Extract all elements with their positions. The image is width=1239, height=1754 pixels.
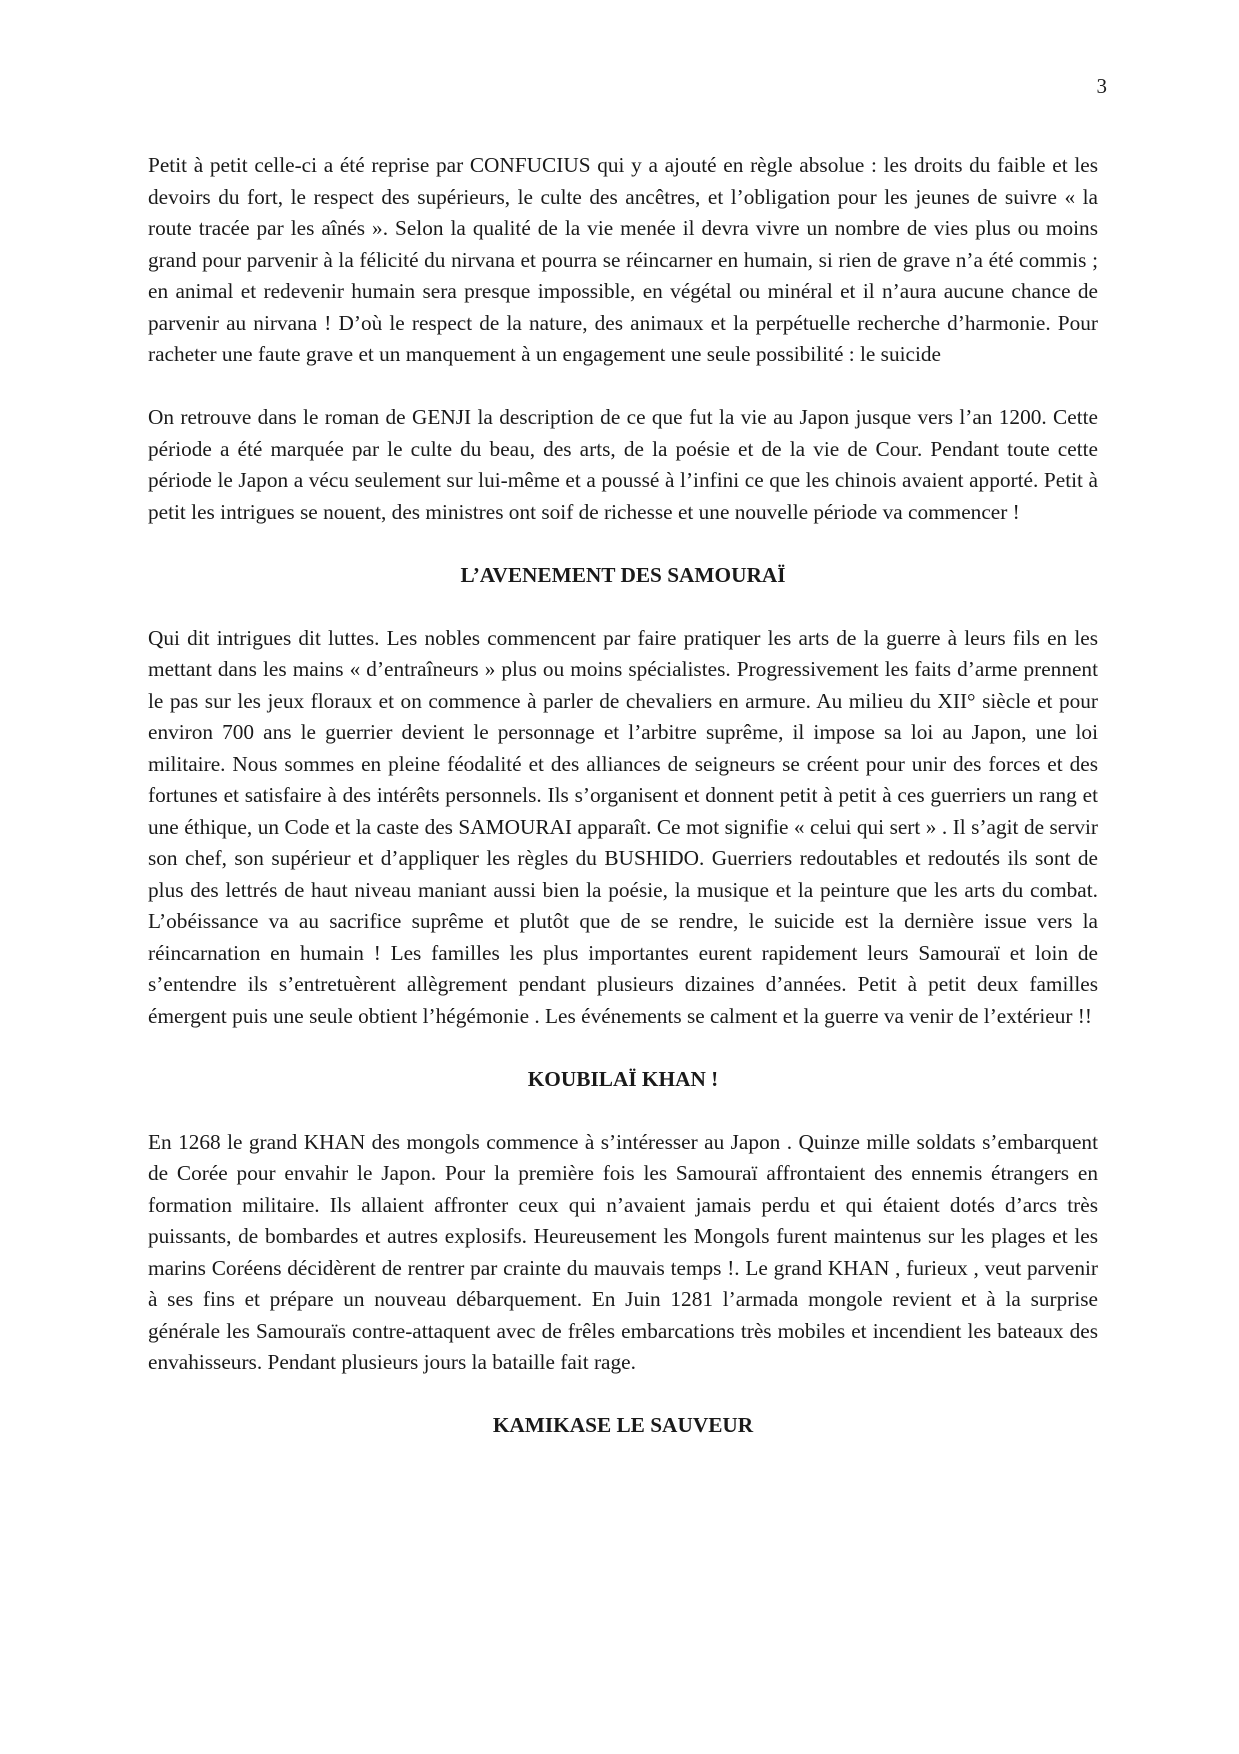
section-heading-koubilai: KOUBILAÏ KHAN ! bbox=[527, 1066, 719, 1091]
paragraph-confucius: Petit à petit celle-ci a été reprise par CONFUCIUS qui y a ajouté en règle absolue : les droits du faible et les devoirs du fort, le respect des supérieurs, le culte des ancêtres, et l’obligation pour les jeunes de suivre « la route tracée par les aînés ». Selon la qualité de la vie menée il devra vivre un nombre de vies plus ou moins grand pour parvenir à la félicité du nirvana et pourra se réincarner en humain, si rien de grave n’a été commis ; en animal et redevenir humain sera presque impossible, en végétal ou minéral et il n’aura aucune chance de parvenir au nirvana ! D’où le respect de la nature, des animaux et la perpétuelle recherche d’harmonie. Pour racheter une faute grave et un manquement à un engagement une seule possibilité : le suicide bbox=[148, 153, 1098, 366]
page-number: 3 bbox=[1096, 74, 1107, 98]
paragraph-khan: En 1268 le grand KHAN des mongols commence à s’intéresser au Japon . Quinze mille soldats s’embarquent de Corée pour envahir le Japon. Pour la première fois les Samouraï affrontaient des ennemis étrangers en formation militaire. Ils allaient affronter ceux qui n’avaient jamais perdu et qui étaient dotés d’arcs très puissants, de bombardes et autres explosifs. Heureusement les Mongols furent maintenus sur les plages et les marins Coréens décidèrent de rentrer par crainte du mauvais temps !. Le grand KHAN , furieux , veut parvenir à ses fins et prépare un nouveau débarquement. En Juin 1281 l’armada mongole revient et à la surprise générale les Samouraïs contre-attaquent avec de frêles embarcations très mobiles et incendient les bateaux des envahisseurs. Pendant plusieurs jours la bataille fait rage. bbox=[148, 1129, 1098, 1374]
section-heading-avenement: L’AVENEMENT DES SAMOURAÏ bbox=[460, 562, 786, 587]
page-body bbox=[148, 150, 1098, 1473]
paragraph-genji: On retrouve dans le roman de GENJI la description de ce que fut la vie au Japon jusque vers l’an 1200. Cette période a été marquée par le culte du beau, des arts, de la poésie et de la vie de Cour. Pendant toute cette période le Japon a vécu seulement sur lui-même et a poussé à l’infini ce que les chinois avaient apporté. Petit à petit les intrigues se nouent, des ministres ont soif de richesse et une nouvelle période va commencer ! bbox=[148, 405, 1098, 524]
section-heading-kamikase: KAMIKASE LE SAUVEUR bbox=[492, 1413, 754, 1437]
paragraph-samourai: Qui dit intrigues dit luttes. Les nobles commencent par faire pratiquer les arts de la guerre à leurs fils en les mettant dans les mains « d’entraîneurs » plus ou moins spécialistes. Progressivement les faits d’arme prennent le pas sur les jeux floraux et on commence à parler de chevaliers en armure. Au milieu du XII° siècle et pour environ 700 ans le guerrier devient le personnage et l’arbitre suprême, il impose sa loi au Japon, une loi militaire. Nous sommes en pleine féodalité et des alliances de seigneurs se créent pour unir des forces et des fortunes et satisfaire à des intérêts personnels. Ils s’organisent et donnent petit à petit à ces guerriers un rang et une éthique, un Code et la caste des SAMOURAI apparaît. Ce mot signifie « celui qui sert » . Il s’agit de servir son chef, son supérieur et d’appliquer les règles du BUSHIDO. Guerriers redoutables et redoutés ils sont de plus des lettrés de haut niveau maniant aussi bien la poésie, la musique et la peinture que les arts du combat. L’obéissance va au sacrifice suprême et plutôt que de se rendre, le suicide est la dernière issue vers la réincarnation en humain ! Les familles les plus importantes eurent rapidement leurs Samouraï et loin de s’entendre ils s’entretuèrent allègrement pendant plusieurs dizaines d’années. Petit à petit deux familles émergent puis une seule obtient l’hégémonie . Les événements se calment et la guerre va venir de l’extérieur !! bbox=[148, 625, 1098, 1028]
